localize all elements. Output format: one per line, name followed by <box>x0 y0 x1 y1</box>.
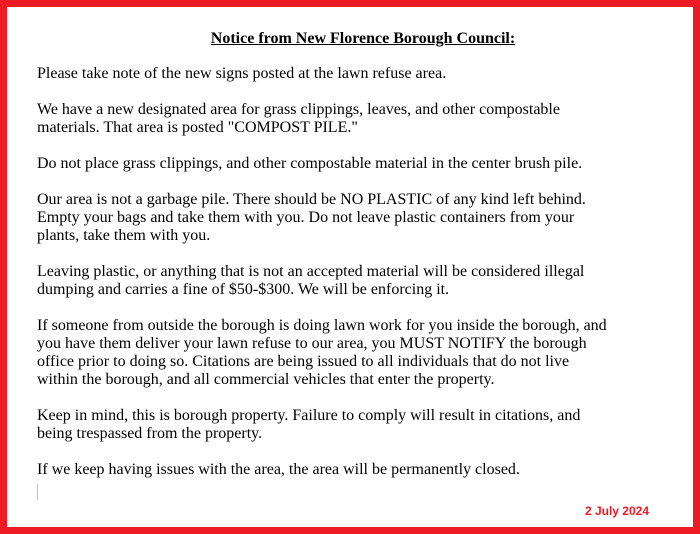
paragraph-signs: Please take note of the new signs posted at the lawn refuse area. <box>37 65 447 82</box>
notice-title: Notice from New Florence Borough Council: <box>210 30 516 47</box>
notice-body <box>37 65 687 497</box>
text-cursor <box>37 484 38 500</box>
paragraph-fine: Leaving plastic, or anything that is not an accepted material will be considered illegal dumping and carries a fine of $50-$300. We will be enforcing it. <box>37 263 585 298</box>
paragraph-borough-property: Keep in mind, this is borough property. Failure to comply will result in citations, and being trespassed from the property. <box>37 407 581 442</box>
paragraph-outside-borough: If someone from outside the borough is doing lawn work for you inside the borough, and you have them deliver your lawn refuse to our area, you MUST NOTIFY the borough office prior to doing so. Citations are being issued to all individuals that do not live within the borough, and all commercial vehicles that enter the property. <box>37 317 607 388</box>
notice-date: 2 July 2024 <box>584 504 649 518</box>
paragraph-brush-pile: Do not place grass clippings, and other compostable material in the center brush pile. <box>37 155 583 172</box>
paragraph-closure-warning: If we keep having issues with the area, the area will be permanently closed. <box>37 461 520 478</box>
paragraph-compost-area: We have a new designated area for grass clippings, leaves, and other compostable materials. That area is posted "COMPOST PILE." <box>37 101 560 136</box>
paragraph-no-plastic: Our area is not a garbage pile. There should be NO PLASTIC of any kind left behind. Empty your bags and take them with you. Do not leave plastic containers from your plants, take them with you. <box>37 191 586 244</box>
